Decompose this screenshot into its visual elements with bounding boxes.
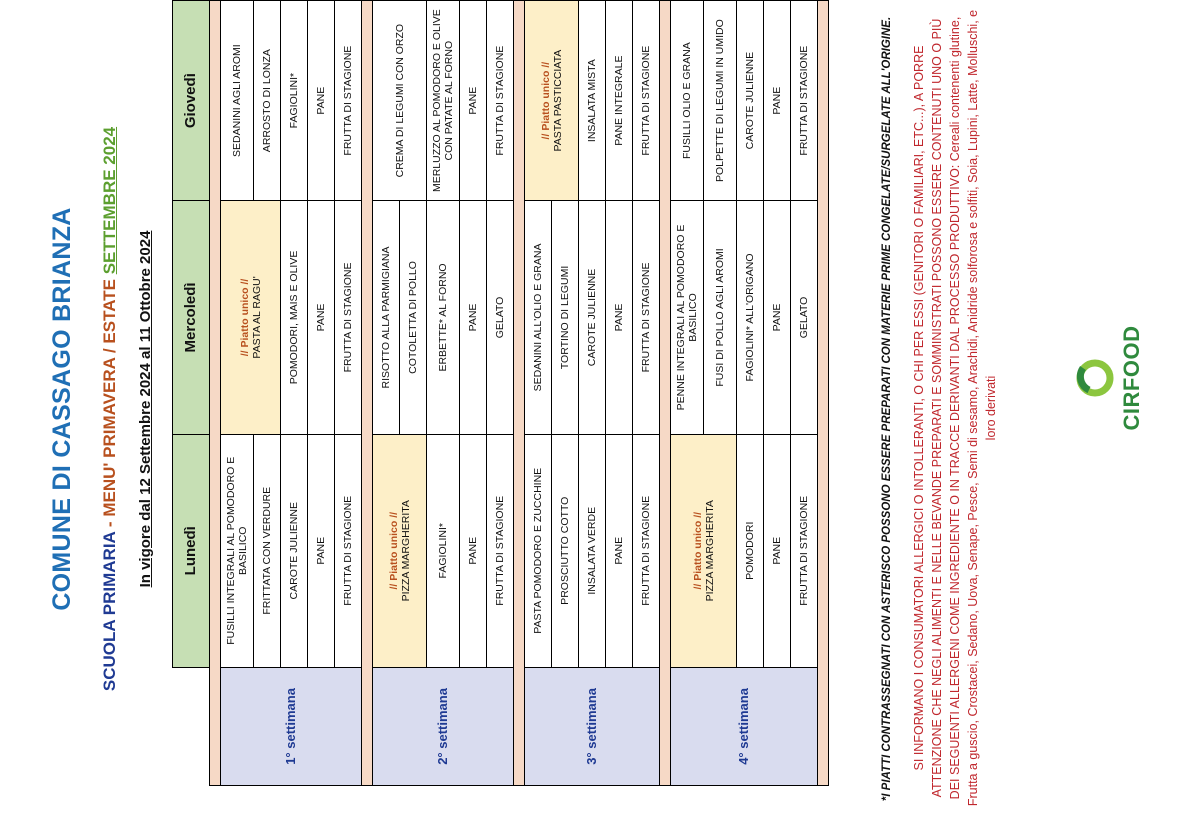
piatto-unico-label: // Piatto unico // <box>387 511 400 590</box>
day-header: Giovedì <box>173 1 210 201</box>
menu-season: MENU' PRIMAVERA / ESTATE <box>100 279 119 517</box>
dish-cell: CAROTE JULIENNE <box>737 1 764 201</box>
dish-cell: PROSCIUTTO COTTO <box>552 434 579 667</box>
dish-cell: PANE <box>308 201 335 434</box>
week-label: 4° settimana <box>671 667 818 785</box>
dish-cell: FAGIOLINI* <box>427 434 460 667</box>
dish-cell: FUSI DI POLLO AGLI AROMI <box>704 201 737 434</box>
dish-cell: COTOLETTA DI POLLO <box>400 201 427 434</box>
asterisk-note: *I PIATTI CONTRASSEGNATI CON ASTERISCO POSSONO ESSERE PREPARATI CON MATERIE PRIME CONGELATE/SURGELATE ALL'ORIGINE. <box>881 16 893 802</box>
dish-cell: FRUTTA DI STAGIONE <box>633 201 660 434</box>
dish-cell: PANE <box>308 434 335 667</box>
dish-cell: INSALATA VERDE <box>579 434 606 667</box>
dish-cell: FRUTTA DI STAGIONE <box>633 434 660 667</box>
dish-cell: FRUTTA DI STAGIONE <box>335 1 362 201</box>
dish-cell: PANE <box>460 201 487 434</box>
dish-cell: FRUTTA DI STAGIONE <box>633 1 660 201</box>
piatto-unico-cell <box>671 434 737 667</box>
week-separator <box>818 1 829 786</box>
piatto-unico-label: // Piatto unico // <box>691 511 704 590</box>
dish-cell: FUSILLI INTEGRALI AL POMODORO E BASILICO <box>221 434 254 667</box>
menu-subtitle <box>100 0 120 818</box>
dish-cell: POMODORI <box>737 434 764 667</box>
dish-cell: FRUTTA DI STAGIONE <box>791 1 818 201</box>
menu-month: SETTEMBRE 2024 <box>100 126 119 275</box>
dish-cell: FAGIOLINI* <box>281 1 308 201</box>
dish-cell: SEDANINI AGLI AROMI <box>221 1 254 201</box>
dish-cell: ARROSTO DI LONZA <box>254 1 281 201</box>
dish-cell: FRUTTA DI STAGIONE <box>335 434 362 667</box>
allergen-note: SI INFORMANO I CONSUMATORI ALLERGICI O INTOLLERANTI, O CHI PER ESSI (GENITORI O FAMILIARI, ETC...), A PORRE ATTENZIONE CHE NEGLI ALIMENTI E NELLE BEVANDE PREPARATI E SOMMINISTRATI POSSONO ESSERE CONTENUTI UNO O PIÙ DEI SEGUENTI ALLERGENI COME INGREDIENTE O IN TRACCE DERIVANTI DAL PROCESSO PRODUTTIVO: Cereali contenenti glutine, Frutta a guscio, Crostacei, Sedano, Uova, Senape, Pesce, Semi di sesamo, Arachidi, Anidride solforosa e solfiti, Soia, Lupini, Latte, Molluschi, e loro derivati <box>912 9 998 807</box>
dish-cell: FRUTTA DI STAGIONE <box>335 201 362 434</box>
dish-cell: PANE <box>308 1 335 201</box>
dish-name: PASTA AL RAGU' <box>250 276 263 359</box>
dish-cell: PASTA POMODORO E ZUCCHINE <box>525 434 552 667</box>
menu-row <box>525 1 552 786</box>
day-header: Lunedì <box>173 434 210 667</box>
corner-cell <box>173 667 210 785</box>
dish-cell: PANE INTEGRALE <box>606 1 633 201</box>
piatto-unico-label: // Piatto unico // <box>238 278 251 357</box>
dish-cell: SEDANINI ALL'OLIO E GRANA <box>525 201 552 434</box>
menu-row <box>221 1 254 786</box>
dish-cell: GELATO <box>487 201 514 434</box>
separator-cell <box>660 1 671 786</box>
dish-cell: CAROTE JULIENNE <box>579 201 606 434</box>
page-title: COMUNE DI CASSAGO BRIANZA <box>48 207 76 611</box>
cirfood-ring-icon <box>1075 358 1115 398</box>
dish-cell: GELATO <box>791 201 818 434</box>
dish-cell: PANE <box>606 434 633 667</box>
dish-cell: FRUTTA DI STAGIONE <box>487 1 514 201</box>
day-header: Mercoledì <box>173 201 210 434</box>
dish-cell: FRUTTA DI STAGIONE <box>791 434 818 667</box>
dish-cell: FAGIOLINI* ALL'ORIGANO <box>737 201 764 434</box>
dish-cell: PANE <box>764 1 791 201</box>
subtitle-dash: - <box>100 521 119 528</box>
week-separator <box>514 1 525 786</box>
separator-cell <box>210 1 221 786</box>
dish-cell: PANE <box>460 434 487 667</box>
dish-cell: FRUTTA DI STAGIONE <box>487 434 514 667</box>
dish-cell: ERBETTE* AL FORNO <box>427 201 460 434</box>
dish-cell: PENNE INTEGRALI AL POMODORO E BASILICO <box>671 201 704 434</box>
week-label: 2° settimana <box>373 667 514 785</box>
school-label: SCUOLA PRIMARIA <box>100 531 119 692</box>
separator-cell <box>514 1 525 786</box>
dish-cell: PANE <box>764 201 791 434</box>
dish-cell: POLPETTE DI LEGUMI IN UMIDO <box>704 1 737 201</box>
dish-cell: FRITTATA CON VERDURE <box>254 434 281 667</box>
week-label: 3° settimana <box>525 667 660 785</box>
dish-cell: CAROTE JULIENNE <box>281 434 308 667</box>
dish-name: PIZZA MARGHERITA <box>703 500 716 602</box>
dish-name: PASTA PASTICCIATA <box>551 49 564 152</box>
piatto-unico-cell <box>525 1 579 201</box>
validity-period: In vigore dal 12 Settembre 2024 al 11 Ottobre 2024 <box>137 230 154 588</box>
cirfood-logo <box>1075 318 1165 438</box>
dish-cell: CREMA DI LEGUMI CON ORZO <box>373 1 427 201</box>
piatto-unico-label: // Piatto unico // <box>539 61 552 140</box>
dish-cell: MERLUZZO AL POMODORO E OLIVE CON PATATE AL FORNO <box>427 1 460 201</box>
day-header-row <box>173 1 210 786</box>
dish-cell: TORTINO DI LEGUMI <box>552 201 579 434</box>
piatto-unico-cell <box>373 434 427 667</box>
dish-cell: RISOTTO ALLA PARMIGIANA <box>373 201 400 434</box>
menu-row <box>671 1 704 786</box>
week-separator <box>660 1 671 786</box>
dish-name: PIZZA MARGHERITA <box>399 500 412 602</box>
dish-cell: POMODORI, MAIS E OLIVE <box>281 201 308 434</box>
dish-cell: PANE <box>764 434 791 667</box>
week-label: 1° settimana <box>221 667 362 785</box>
week-separator <box>362 1 373 786</box>
menu-table <box>172 0 829 786</box>
separator-cell <box>362 1 373 786</box>
dish-cell: INSALATA MISTA <box>579 1 606 201</box>
cirfood-wordmark: CIRFOOD <box>1119 325 1144 431</box>
dish-cell: PANE <box>460 1 487 201</box>
week-separator <box>210 1 221 786</box>
piatto-unico-cell <box>221 201 281 434</box>
menu-row <box>373 1 400 786</box>
dish-cell: FUSILLI OLIO E GRANA <box>671 1 704 201</box>
dish-cell: PANE <box>606 201 633 434</box>
separator-cell <box>818 1 829 786</box>
